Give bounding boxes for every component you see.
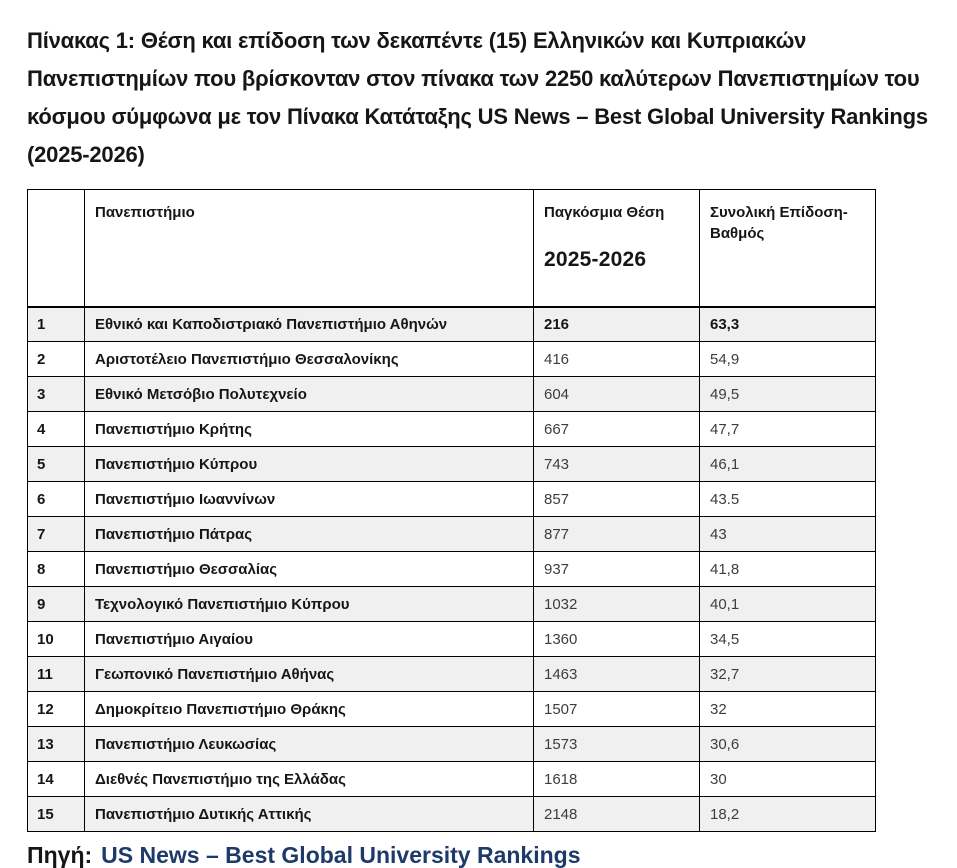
- university-cell: Εθνικό και Καποδιστριακό Πανεπιστήμιο Αθηνών: [85, 307, 534, 342]
- rank-cell: 4: [28, 412, 85, 447]
- page-title: Πίνακας 1: Θέση και επίδοση των δεκαπέντε (15) Ελληνικών και Κυπριακών Πανεπιστημίων που βρίσκονταν στον πίνακα των 2250 καλύτερων Πανεπιστημίων του κόσμου σύμφωνα με τον Πίνακα Κατάταξης US News – Best Global University Rankings (2025-2026): [27, 28, 928, 167]
- position-column-header: [534, 190, 700, 307]
- score-cell: 32,7: [700, 657, 876, 692]
- rankings-table: [27, 189, 876, 832]
- university-cell: Πανεπιστήμιο Ιωαννίνων: [85, 482, 534, 517]
- position-cell: 416: [534, 342, 700, 377]
- source-label: Πηγή:: [27, 842, 93, 868]
- university-cell: Πανεπιστήμιο Κύπρου: [85, 447, 534, 482]
- rank-cell: 11: [28, 657, 85, 692]
- table-row: [28, 552, 876, 587]
- score-cell: 18,2: [700, 797, 876, 832]
- university-cell: Δημοκρίτειο Πανεπιστήμιο Θράκης: [85, 692, 534, 727]
- rank-cell: 12: [28, 692, 85, 727]
- position-cell: 1463: [534, 657, 700, 692]
- position-cell: 937: [534, 552, 700, 587]
- university-cell: Πανεπιστήμιο Λευκωσίας: [85, 727, 534, 762]
- position-cell: 1032: [534, 587, 700, 622]
- rank-cell: 15: [28, 797, 85, 832]
- rank-cell: 5: [28, 447, 85, 482]
- position-cell: 604: [534, 377, 700, 412]
- rank-column-header: [28, 190, 85, 307]
- table-row: [28, 447, 876, 482]
- rank-cell: 2: [28, 342, 85, 377]
- university-cell: Πανεπιστήμιο Δυτικής Αττικής: [85, 797, 534, 832]
- source-line: [27, 842, 930, 868]
- score-cell: 43: [700, 517, 876, 552]
- university-cell: Τεχνολογικό Πανεπιστήμιο Κύπρου: [85, 587, 534, 622]
- position-cell: 1360: [534, 622, 700, 657]
- score-cell: 34,5: [700, 622, 876, 657]
- rank-cell: 8: [28, 552, 85, 587]
- table-row: [28, 377, 876, 412]
- university-cell: Εθνικό Μετσόβιο Πολυτεχνείο: [85, 377, 534, 412]
- position-cell: 857: [534, 482, 700, 517]
- university-cell: Πανεπιστήμιο Αιγαίου: [85, 622, 534, 657]
- table-row: [28, 622, 876, 657]
- table-row: [28, 657, 876, 692]
- source-link[interactable]: US News – Best Global University Rankings: [101, 842, 581, 868]
- table-row: [28, 587, 876, 622]
- score-cell: 47,7: [700, 412, 876, 447]
- score-cell: 54,9: [700, 342, 876, 377]
- table-row: [28, 517, 876, 552]
- rank-cell: 10: [28, 622, 85, 657]
- score-cell: 46,1: [700, 447, 876, 482]
- score-cell: 43.5: [700, 482, 876, 517]
- university-cell: Διεθνές Πανεπιστήμιο της Ελλάδας: [85, 762, 534, 797]
- table-row: [28, 412, 876, 447]
- rank-cell: 1: [28, 307, 85, 342]
- university-cell: Πανεπιστήμιο Θεσσαλίας: [85, 552, 534, 587]
- position-cell: 667: [534, 412, 700, 447]
- table-row: [28, 342, 876, 377]
- position-cell: 877: [534, 517, 700, 552]
- position-header-label: Παγκόσμια Θέση: [544, 204, 665, 221]
- score-column-header: Συνολική Επίδοση-Βαθμός: [700, 190, 876, 307]
- table-row: [28, 307, 876, 342]
- score-cell: 30,6: [700, 727, 876, 762]
- position-header-years: 2025-2026: [544, 248, 647, 271]
- university-column-header: Πανεπιστήμιο: [85, 190, 534, 307]
- score-cell: 63,3: [700, 307, 876, 342]
- position-cell: 1507: [534, 692, 700, 727]
- rank-cell: 6: [28, 482, 85, 517]
- rank-cell: 3: [28, 377, 85, 412]
- header-row: [28, 190, 876, 307]
- university-cell: Γεωπονικό Πανεπιστήμιο Αθήνας: [85, 657, 534, 692]
- table-row: [28, 482, 876, 517]
- score-cell: 49,5: [700, 377, 876, 412]
- rank-cell: 13: [28, 727, 85, 762]
- table-row: [28, 762, 876, 797]
- table-row: [28, 692, 876, 727]
- position-cell: 1618: [534, 762, 700, 797]
- score-cell: 30: [700, 762, 876, 797]
- table-row: [28, 797, 876, 832]
- score-cell: 41,8: [700, 552, 876, 587]
- position-cell: 2148: [534, 797, 700, 832]
- university-cell: Αριστοτέλειο Πανεπιστήμιο Θεσσαλονίκης: [85, 342, 534, 377]
- score-cell: 40,1: [700, 587, 876, 622]
- position-cell: 743: [534, 447, 700, 482]
- university-cell: Πανεπιστήμιο Πάτρας: [85, 517, 534, 552]
- table-row: [28, 727, 876, 762]
- position-cell: 1573: [534, 727, 700, 762]
- position-cell: 216: [534, 307, 700, 342]
- score-cell: 32: [700, 692, 876, 727]
- university-cell: Πανεπιστήμιο Κρήτης: [85, 412, 534, 447]
- rank-cell: 7: [28, 517, 85, 552]
- rank-cell: 14: [28, 762, 85, 797]
- rank-cell: 9: [28, 587, 85, 622]
